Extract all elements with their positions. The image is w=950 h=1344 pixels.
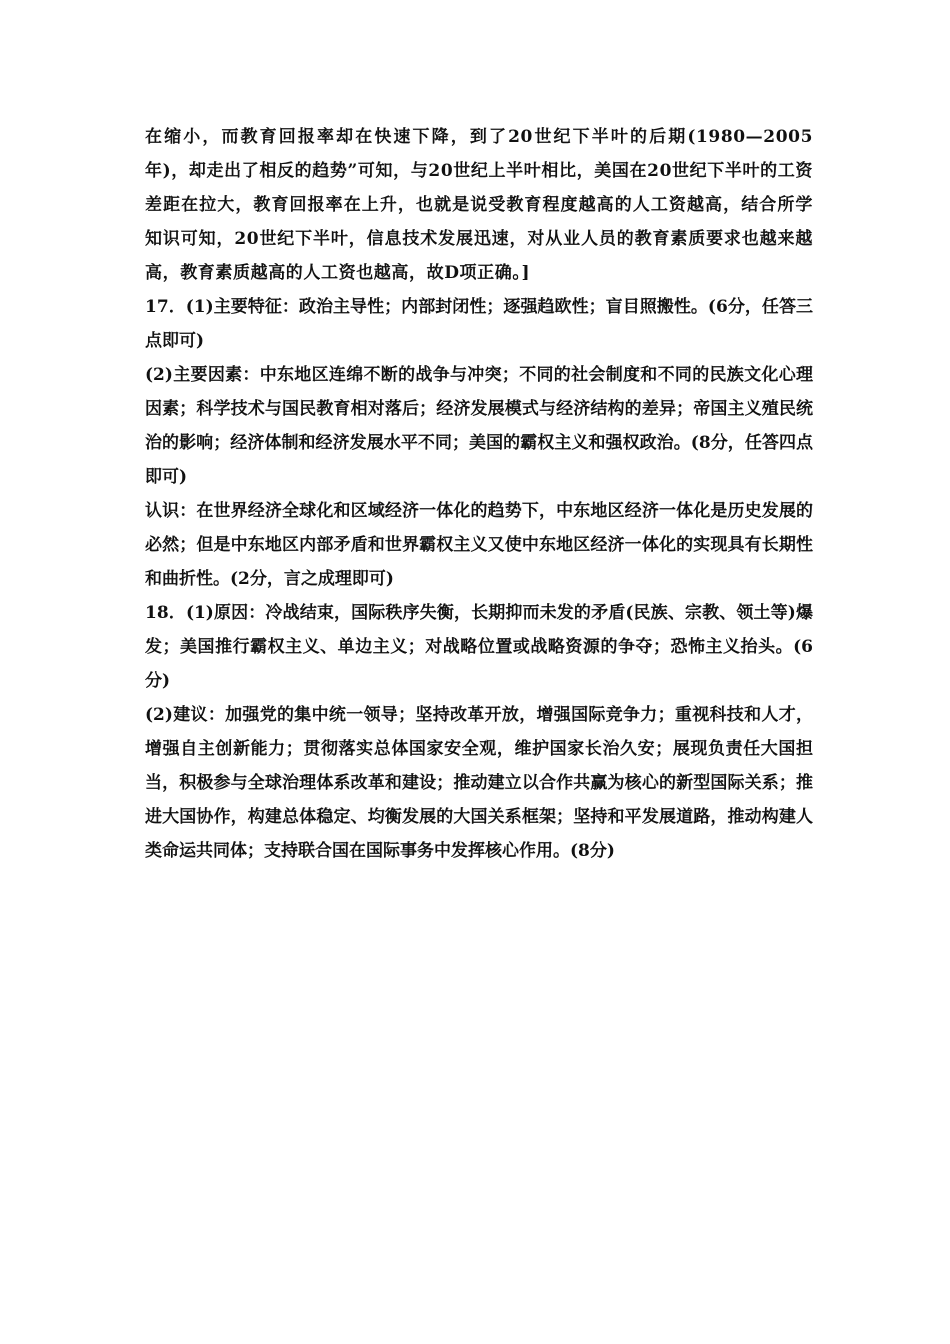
- answer-text-block: [145, 120, 813, 868]
- paragraph-q18-part1: 18．(1)原因：冷战结束，国际秩序失衡，长期抑而未发的矛盾(民族、宗教、领土等)爆发；美国推行霸权主义、单边主义；对战略位置或战略资源的争夺；恐怖主义抬头。(6分): [145, 603, 813, 691]
- paragraph-q18-part2: (2)建议：加强党的集中统一领导；坚持改革开放，增强国际竞争力；重视科技和人才，增强自主创新能力；贯彻落实总体国家安全观，维护国家长治久安；展现负责任大国担当，积极参与全球治理体系改革和建设；推动建立以合作共赢为核心的新型国际关系；推进大国协作，构建总体稳定、均衡发展的大国关系框架；坚持和平发展道路，推动构建人类命运共同体；支持联合国在国际事务中发挥核心作用。(8分): [145, 705, 813, 861]
- paragraph-q17-part1: 17．(1)主要特征：政治主导性；内部封闭性；逐强趋欧性；盲目照搬性。(6分，任答三点即可): [145, 297, 813, 351]
- paragraph-explanation-16: 在缩小，而教育回报率却在快速下降，到了20世纪下半叶的后期(1980—2005年)，却走出了相反的趋势”可知，与20世纪上半叶相比，美国在20世纪下半叶的工资差距在拉大，教育回报率在上升，也就是说受教育程度越高的人工资越高，结合所学知识可知，20世纪下半叶，信息技术发展迅速，对从业人员的教育素质要求也越来越高，教育素质越高的人工资也越高，故D项正确。]: [145, 127, 813, 283]
- paragraph-q17-part2: (2)主要因素：中东地区连绵不断的战争与冲突；不同的社会制度和不同的民族文化心理因素；科学技术与国民教育相对落后；经济发展模式与经济结构的差异；帝国主义殖民统治的影响；经济体制和经济发展水平不同；美国的霸权主义和强权政治。(8分，任答四点即可): [145, 365, 813, 487]
- paragraph-q17-insight: 认识：在世界经济全球化和区域经济一体化的趋势下，中东地区经济一体化是历史发展的必然；但是中东地区内部矛盾和世界霸权主义又使中东地区经济一体化的实现具有长期性和曲折性。(2分，言之成理即可): [145, 501, 813, 589]
